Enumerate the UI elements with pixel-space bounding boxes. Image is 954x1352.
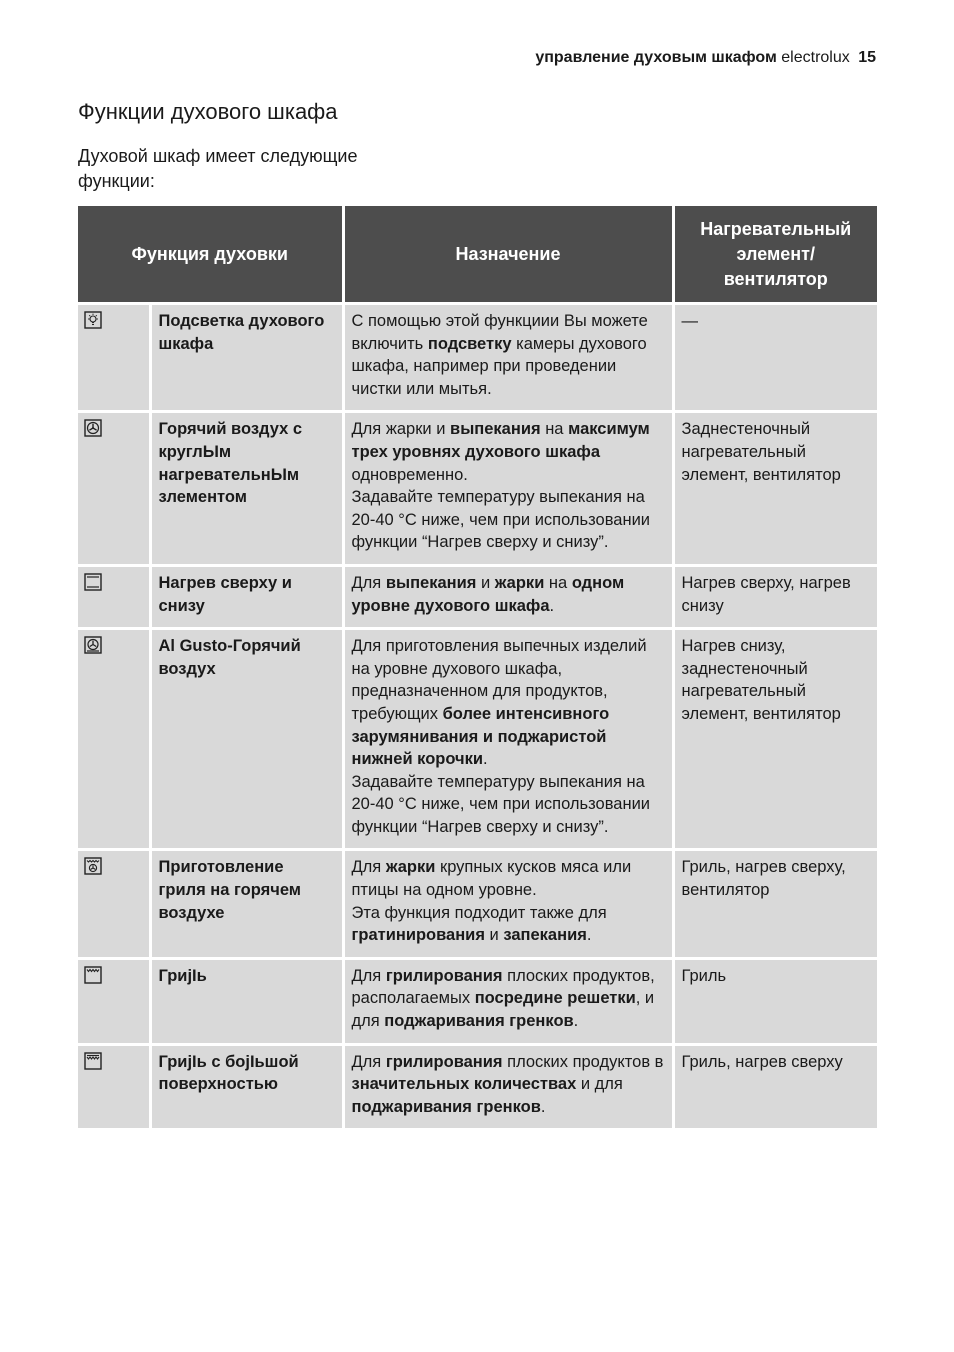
heating-element: Нагрев сверху, нагрев снизу bbox=[673, 565, 877, 628]
column-header-purpose: Назначение bbox=[343, 206, 673, 304]
header-brand: electrolux bbox=[781, 49, 850, 66]
heating-element: Гриль bbox=[673, 958, 877, 1044]
function-purpose: Для грилирования плоских продуктов в значительных количествах и для поджаривания гренков. bbox=[343, 1044, 673, 1130]
table-row bbox=[78, 850, 877, 958]
grill-icon bbox=[84, 966, 102, 984]
column-header-element: Нагревательный элемент/ вентилятор bbox=[673, 206, 877, 304]
table-row bbox=[78, 958, 877, 1044]
dual-grill-icon bbox=[84, 1052, 102, 1070]
column-header-function: Функция духовки bbox=[78, 206, 343, 304]
table-row bbox=[78, 1044, 877, 1130]
table-row bbox=[78, 629, 877, 850]
function-purpose: С помощью этой функциии Вы можете включить подсветку камеры духового шкафа, например при проведении чистки или мытья. bbox=[343, 304, 673, 412]
function-name: ГриjIь bbox=[150, 958, 343, 1044]
function-name: Подсветка духового шкафа bbox=[150, 304, 343, 412]
function-purpose: Для грилирования плоских продуктов, располагаемых посредине решетки, и для поджаривания гренков. bbox=[343, 958, 673, 1044]
function-icon-cell bbox=[78, 958, 150, 1044]
function-name: Приготовление гриля на горячем воздухе bbox=[150, 850, 343, 958]
heating-element: Гриль, нагрев сверху, вентилятор bbox=[673, 850, 877, 958]
page-number: 15 bbox=[858, 49, 876, 66]
function-name: Горячий воздух с круглЫм нагревательнЫм злементом bbox=[150, 412, 343, 566]
function-icon-cell bbox=[78, 850, 150, 958]
function-purpose: Для жарки крупных кусков мяса или птицы на одном уровне. Эта функция подходит также для гратинирования и запекания. bbox=[343, 850, 673, 958]
al-gusto-icon bbox=[84, 636, 102, 654]
function-icon-cell bbox=[78, 412, 150, 566]
table-row bbox=[78, 565, 877, 628]
function-purpose: Для выпекания и жарки на одном уровне духового шкафа. bbox=[343, 565, 673, 628]
function-icon-cell bbox=[78, 1044, 150, 1130]
lamp-icon bbox=[84, 311, 102, 329]
fan-ring-icon bbox=[84, 419, 102, 437]
intro-text: Духовой шкаф имеет следующие функции: bbox=[78, 146, 358, 191]
function-icon-cell bbox=[78, 565, 150, 628]
page-header bbox=[535, 48, 876, 68]
top-bottom-heat-icon bbox=[84, 573, 102, 591]
table-row bbox=[78, 304, 877, 412]
table-row bbox=[78, 412, 877, 566]
function-name: Нагрев сверху и снизу bbox=[150, 565, 343, 628]
turbo-grill-icon bbox=[84, 857, 102, 875]
function-name: Al Gusto-Горячий воздух bbox=[150, 629, 343, 850]
function-purpose: Для приготовления выпечных изделий на уровне духового шкафа, предназначенном для продуктов, требующих более интенсивного зарумянивания и поджаристой нижней корочки. Задавайте температуру выпекания на 20-40 °С ниже, чем при использовании функции “Нагрев сверху и снизу”. bbox=[343, 629, 673, 850]
heating-element: Заднестеночный нагревательный элемент, вентилятор bbox=[673, 412, 877, 566]
section-title: Функции духового шкафа bbox=[78, 99, 338, 124]
function-icon-cell bbox=[78, 629, 150, 850]
header-section: управление духовым шкафом bbox=[535, 49, 777, 66]
function-icon-cell bbox=[78, 304, 150, 412]
table-header-row bbox=[78, 206, 877, 304]
heating-element: — bbox=[673, 304, 877, 412]
oven-functions-table bbox=[78, 206, 877, 1131]
function-purpose: Для жарки и выпекания на максимум трех уровнях духового шкафа одновременно. Задавайте температуру выпекания на 20-40 °С ниже, чем при использовании функции “Нагрев сверху и снизу”. bbox=[343, 412, 673, 566]
heating-element: Нагрев снизу, заднестеночный нагревательный элемент, вентилятор bbox=[673, 629, 877, 850]
function-name: ГриjIь с боjIьшой поверхностью bbox=[150, 1044, 343, 1130]
heating-element: Гриль, нагрев сверху bbox=[673, 1044, 877, 1130]
